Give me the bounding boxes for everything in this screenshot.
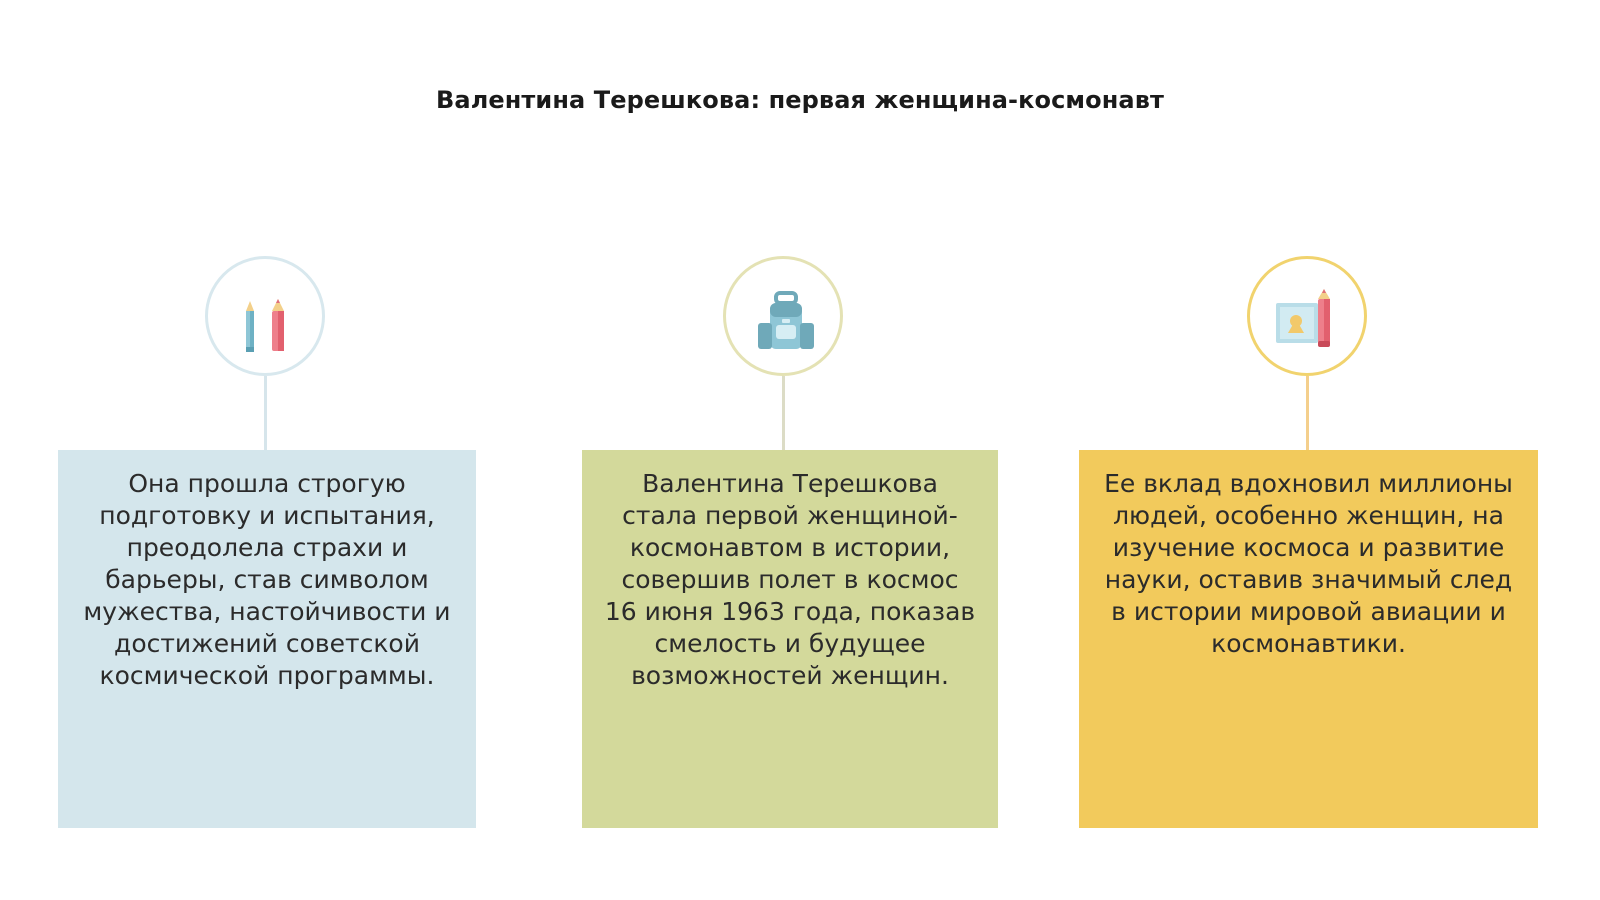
icon-circle-1 bbox=[205, 256, 325, 376]
pencils-icon bbox=[208, 259, 328, 379]
connector-line-1 bbox=[264, 376, 267, 450]
info-card-3: Ее вклад вдохновил миллионы людей, особенно женщин, на изучение космоса и развитие науки, оставив значимый след в истории мировой авиации и космонавтики. bbox=[1079, 450, 1538, 828]
slide-title: Валентина Терешкова: первая женщина-космонавт bbox=[436, 86, 1164, 114]
info-card-2: Валентина Терешкова стала первой женщиной-космонавтом в истории, совершив полет в космос 16 июня 1963 года, показав смелость и будущее возможностей женщин. bbox=[582, 450, 998, 828]
drawing-board-icon bbox=[1250, 259, 1370, 379]
connector-line-3 bbox=[1306, 376, 1309, 450]
icon-circle-2 bbox=[723, 256, 843, 376]
icon-circle-3 bbox=[1247, 256, 1367, 376]
info-card-1: Она прошла строгую подготовку и испытания, преодолела страхи и барьеры, став символом мужества, настойчивости и достижений советской космической программы. bbox=[58, 450, 476, 828]
connector-line-2 bbox=[782, 376, 785, 450]
backpack-icon bbox=[726, 259, 846, 379]
